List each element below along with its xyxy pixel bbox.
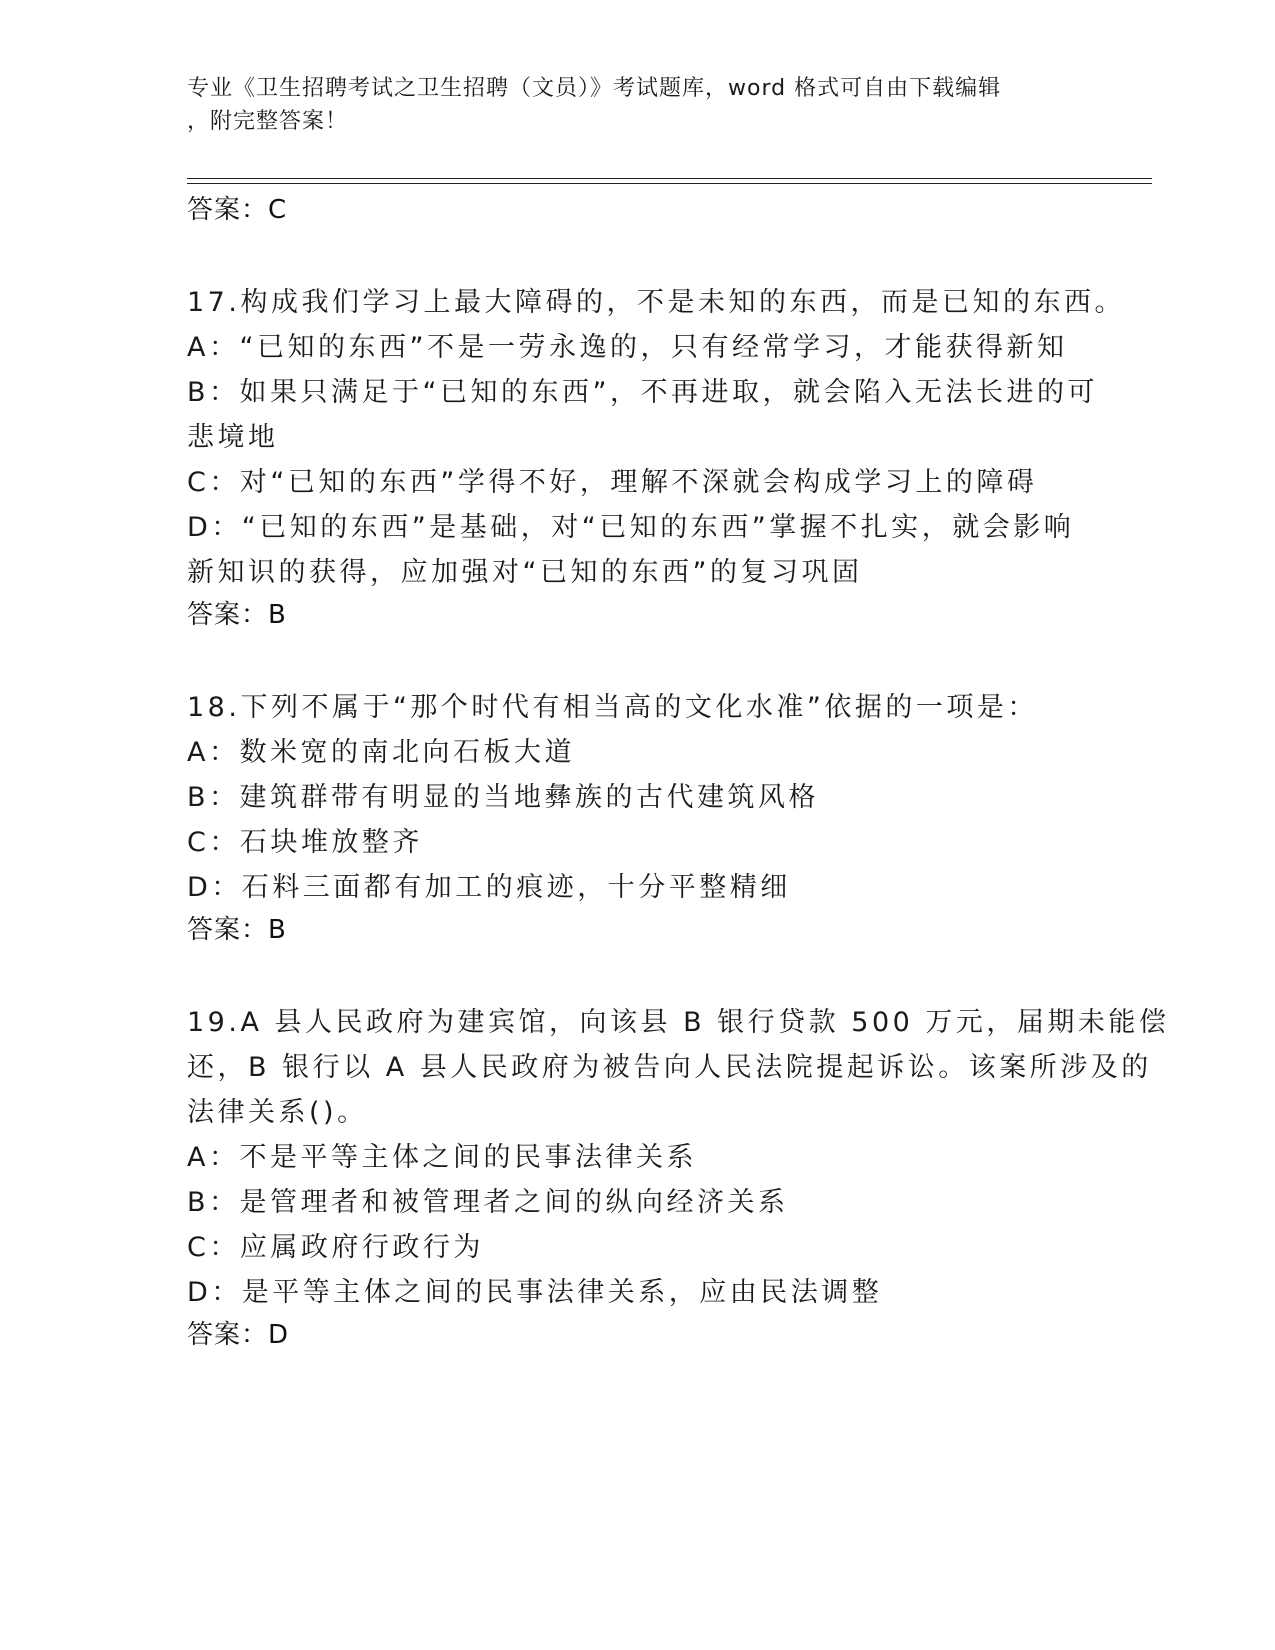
question-17-option-b-cont: 悲境地 bbox=[187, 422, 279, 453]
question-19-stem-3: 法律关系()。 bbox=[187, 1097, 368, 1128]
question-18-answer: 答案：B bbox=[187, 915, 287, 945]
question-19-answer: 答案：D bbox=[187, 1320, 290, 1350]
question-17-option-d: D：“已知的东西”是基础，对“已知的东西”掌握不扎实，就会影响 bbox=[187, 512, 1075, 543]
answer-previous: 答案：C bbox=[187, 195, 288, 225]
question-18-option-c: C：石块堆放整齐 bbox=[187, 827, 423, 858]
question-18-stem: 18.下列不属于“那个时代有相当高的文化水准”依据的一项是： bbox=[187, 692, 1038, 723]
question-18 bbox=[187, 685, 1087, 950]
header-divider-top bbox=[187, 178, 1152, 179]
question-list bbox=[187, 190, 1170, 1355]
question-19-option-d: D：是平等主体之间的民事法律关系，应由民法调整 bbox=[187, 1277, 883, 1308]
question-17-option-c: C：对“已知的东西”学得不好，理解不深就会构成学习上的障碍 bbox=[187, 467, 1038, 498]
question-17-option-d-cont: 新知识的获得，应加强对“已知的东西”的复习巩固 bbox=[187, 557, 863, 588]
question-18-option-b: B：建筑群带有明显的当地彝族的古代建筑风格 bbox=[187, 782, 820, 813]
question-19-option-c: C：应属政府行政行为 bbox=[187, 1232, 484, 1263]
document-header bbox=[187, 72, 1087, 138]
question-17-stem: 17.构成我们学习上最大障碍的，不是未知的东西，而是已知的东西。 bbox=[187, 287, 1125, 318]
question-19-stem-1: 19.A 县人民政府为建宾馆，向该县 B 银行贷款 500 万元，届期未能偿 bbox=[187, 1007, 1170, 1038]
question-19 bbox=[187, 1000, 1170, 1355]
question-18-option-a: A：数米宽的南北向石板大道 bbox=[187, 737, 575, 768]
question-18-option-d: D：石料三面都有加工的痕迹，十分平整精细 bbox=[187, 872, 791, 903]
header-divider-bottom bbox=[187, 183, 1152, 184]
question-17-option-b: B：如果只满足于“已知的东西”，不再进取，就会陷入无法长进的可 bbox=[187, 377, 1098, 408]
question-17-answer: 答案：B bbox=[187, 600, 287, 630]
question-19-option-b: B：是管理者和被管理者之间的纵向经济关系 bbox=[187, 1187, 789, 1218]
question-17-option-a: A：“已知的东西”不是一劳永逸的，只有经常学习，才能获得新知 bbox=[187, 332, 1068, 363]
question-19-stem-2: 还，B 银行以 A 县人民政府为被告向人民法院提起诉讼。该案所涉及的 bbox=[187, 1052, 1152, 1083]
header-line-2: ，附完整答案！ bbox=[187, 109, 349, 134]
question-19-option-a: A：不是平等主体之间的民事法律关系 bbox=[187, 1142, 697, 1173]
question-17 bbox=[187, 280, 1125, 635]
header-line-1: 专业《卫生招聘考试之卫生招聘（文员）》考试题库，word 格式可自由下载编辑 bbox=[187, 76, 1002, 101]
